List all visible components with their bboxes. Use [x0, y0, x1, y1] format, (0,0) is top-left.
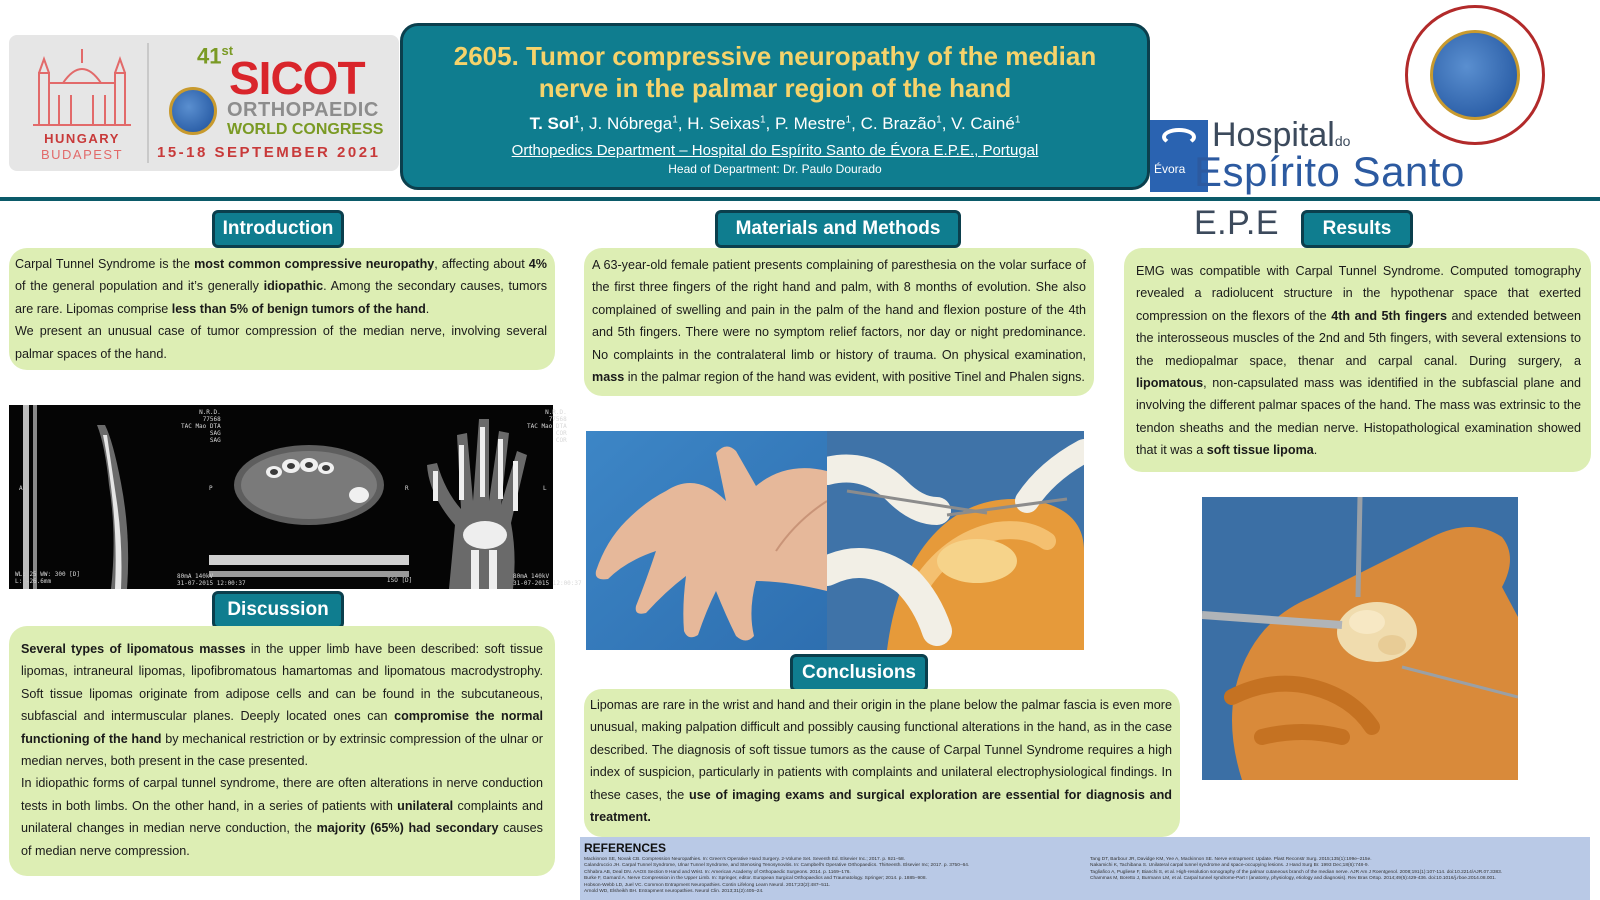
author-name: J. Nóbrega$^1$ — [589, 114, 678, 133]
congress-dates: 15-18 SEPTEMBER 2021 — [157, 144, 381, 161]
materials-methods-paragraph: A 63-year-old female patient presents complaining of paresthesia on the volar surface of the first three fingers of the right hand and palm, with 8 months of evolution. She also complained of swelling and pain in the palm of the hand and flexion posture of the 4th and 5th fingers. There were no symptom relief factors, nor day or night predominance. No complaints in the contralateral limb or history of trauma. On physical examination, mass in the palmar region of the hand was evident, with positive Tinel and Phalen signs. — [592, 258, 1086, 385]
logo-divider — [147, 43, 149, 163]
head-of-department: Head of Department: Dr. Paulo Dourado — [668, 162, 882, 176]
ct-orient-l: L — [543, 485, 547, 492]
materials-methods-panel — [584, 248, 1094, 396]
ct-orient-r: R — [405, 485, 409, 492]
sicot-congress-logo — [9, 35, 399, 171]
results-paragraph: EMG was compatible with Carpal Tunnel Syndrome. Computed tomography revealed a radiolucent structure in the hypothenar space that exerted compression on the flexors of the 4th and 5th fingers and extended between the interosseous muscles of the 2nd and 5th fingers, with several extensions to the mediopalmar space, thenar and carpal canal. During surgery, a lipomatous, non-capsulated mass was identified in the subfascial plane and involving the different palmar spaces of the hand. The mass was extrinsic to the tendon sheaths and the median nerve. Histopathological examination showed that it was a soft tissue lipoma. — [1136, 264, 1581, 458]
ct-axial-label: ISO [D] — [387, 577, 413, 584]
author-name: V. Cainé$^1$ — [951, 114, 1021, 133]
globe-icon — [169, 87, 217, 135]
references-left-column: Mackinnon SE, Novak CB. Compression Neuropathies. In: Green's Operative Hand Surgery. 2-Volume Set. Seventh Ed. Elsevier Inc.; 2017. p. 921–58. Calandruccio JH. Carpal Tunnel Syndrome, Ulnar Tunnel Syndrome, and Stenosing Tenosynovitis. In: Campbell's Operative Orthopaedics. Thirteenth. Elsevier Inc; 2017. p. 3750–64. Chhabra AB, Deal DN. AAOS Section 9 Hand and Wrist. In: American Academy of Orthopaedic Surgeons. 2014. p. 1169–176. Burke F, Garnard A. Nerve Compression in the Upper Limb. In: Springer, editor. European Surgical Orthopaedics and Traumatology. Springer; 2014. p. 1885–908. Hobson-Webb LD, Juel VC. Common Entrapment Neuropathies. Contin Lifelong Learn Neurol. 2017;23(2):487–511. Arnold WD, Elsheikh BH. Entrapment neuropathies. Neurol Clin. 2013;31(2):405–24. — [584, 857, 970, 895]
title-banner — [400, 23, 1150, 190]
references-right-column: Tang DT, Barbour JR, Davidge KM, Yee A, Mackinnon SE. Nerve entrapment: Update. Plast Reconstr Surg. 2015;135(1):199e–215e. Nakamichi K, Tachibana S. Unilateral carpal tunnel syndrome and space-occupying lesions. J Hand Surg Br. 1993 Dec;18(6):748-9. Tagliafico A, Pugliese F, Bianchi S, et al. High-resolution sonography of the palmar cutaneous branch of the median nerve. AJR Am J Roentgenol. 2008;191(1):107-114. doi:10.2214/AJR.07.3383. Chammas M, Boretto J, Burmann LM, et al. Carpal tunnel syndrome-Part I (anatomy, physiology, etiology and diagnosis). Rev Bras Ortop. 2014;49(5):429-436. doi:10.1016/j.rboe.2014.08.001. — [1090, 857, 1503, 882]
hospital-name-line-1: Hospitaldo — [1212, 116, 1351, 154]
ct-axial-scan — [209, 405, 409, 589]
basilica-icon — [23, 43, 141, 131]
hospital-name-line-2: Espírito Santo E.P.E — [1194, 148, 1465, 242]
author-name: C. Brazão$^1$ — [860, 114, 942, 133]
poster-title: 2605. Tumor compressive neuropathy of the median nerve in the palmar region of the hand — [453, 41, 1097, 103]
congress-line-1: ORTHOPAEDIC — [227, 99, 379, 121]
introduction-paragraph-1: Carpal Tunnel Syndrome is the most common compressive neuropathy, affecting about 4% of the general population and it’s generally idiopathic. Among the secondary causes, tumors are rare. Lipomas comprise less than 5% of benign tumors of the hand. — [15, 257, 548, 316]
conclusions-paragraph: Lipomas are rare in the wrist and hand and their origin in the plane below the palmar fascia is even more unusual, making palpation difficult and possibly causing functional alterations in the hand, as in the case described. The diagnosis of soft tissue tumors as the cause of Carpal Tunnel Syndrome requires a high index of suspicion, particularly in patients with complaints and unilateral electrophysiological findings. In these cases, the use of imaging exams and surgical exploration are essential for diagnosis and treatment. — [590, 698, 1172, 825]
ct-orient-p: P — [209, 485, 213, 492]
header-divider — [0, 197, 1600, 201]
introduction-heading: Introduction — [212, 210, 344, 248]
ct-scan-images — [9, 405, 582, 589]
ct-sagittal-info: N.R.D. 77568 TAC Mao DTA SAG SAG — [181, 409, 221, 444]
country-label: HUNGARY — [44, 131, 120, 146]
author-list: T. Sol$^1$, J. Nóbrega$^1$, H. Seixas$^1$, P. Mestre$^1$, C. Brazão$^1$, V. Cainé$^1$ — [529, 114, 1021, 133]
references-panel — [580, 837, 1590, 900]
congress-line-2: WORLD CONGRESS — [227, 121, 384, 138]
results-panel — [1124, 248, 1591, 472]
introduction-paragraph-2: We present an unusual case of tumor compression of the median nerve, involving several palmar spaces of the hand. — [15, 324, 547, 361]
city-label: BUDAPEST — [40, 147, 124, 162]
excised-lipoma-photo — [1202, 497, 1518, 780]
discussion-paragraph-1: Several types of lipomatous masses in the upper limb have been described: soft tissue lipomas, intraneural lipomas, lipofibromatous hamartomas and lipomatous macrodystrophy. Soft tissue lipomas originate from adipose cells and can be found in the subcutaneous, subfascial and intermuscular planes. Deeply located ones can compromise the normal functioning of the hand by mechanical restriction or by extrinsic compression of the ulnar or median nerves, both present in the case presented. — [21, 642, 544, 769]
ct-sagittal-scan — [9, 405, 209, 589]
conclusions-panel — [584, 689, 1180, 837]
results-heading: Results — [1301, 210, 1413, 248]
ct-window-label: WL: 25 WW: 300 [D] L: -26.6mm — [15, 571, 81, 585]
author-name: T. Sol$^1$ — [529, 114, 580, 133]
ct-coronal-info: N.R.D. 77568 TAC Mao DTA COR COR — [527, 409, 567, 444]
conclusions-heading: Conclusions — [790, 654, 928, 692]
ct-orient-a: A — [19, 485, 23, 492]
department-affiliation[interactable]: Orthopedics Department – Hospital do Espírito Santo de Évora E.P.E., Portugal — [511, 142, 1039, 159]
discussion-paragraph-2: In idiopathic forms of carpal tunnel syndrome, there are often alterations in nerve conduction tests in both limbs. On the other hand, in a series of patients with unilateral complaints and unilateral changes in median nerve conduction, the majority (65%) had secondary causes of median nerve compression. — [21, 776, 543, 858]
swoosh-icon — [1162, 128, 1196, 146]
author-name: H. Seixas$^1$ — [687, 114, 766, 133]
budapest-basilica-logo — [23, 43, 141, 165]
discussion-panel — [9, 626, 555, 876]
hospital-badge: Évora — [1150, 120, 1208, 192]
author-name: P. Mestre$^1$ — [774, 114, 852, 133]
ct-coronal-params: 80mA 140kV 31-07-2015 12:00:37 — [513, 573, 582, 587]
materials-methods-heading: Materials and Methods — [715, 210, 961, 248]
seal-globe-icon — [1430, 30, 1520, 120]
edition-number: 41st — [197, 43, 234, 69]
references-heading: REFERENCES — [584, 841, 667, 855]
surgical-exploration-photo — [827, 431, 1084, 650]
sicot-wordmark: SICOT — [229, 52, 365, 104]
introduction-panel — [9, 248, 555, 370]
ct-sagittal-params: 80mA 140kV 31-07-2015 12:00:37 — [177, 573, 246, 587]
clinical-hand-photo — [586, 431, 827, 650]
discussion-heading: Discussion — [212, 591, 344, 629]
